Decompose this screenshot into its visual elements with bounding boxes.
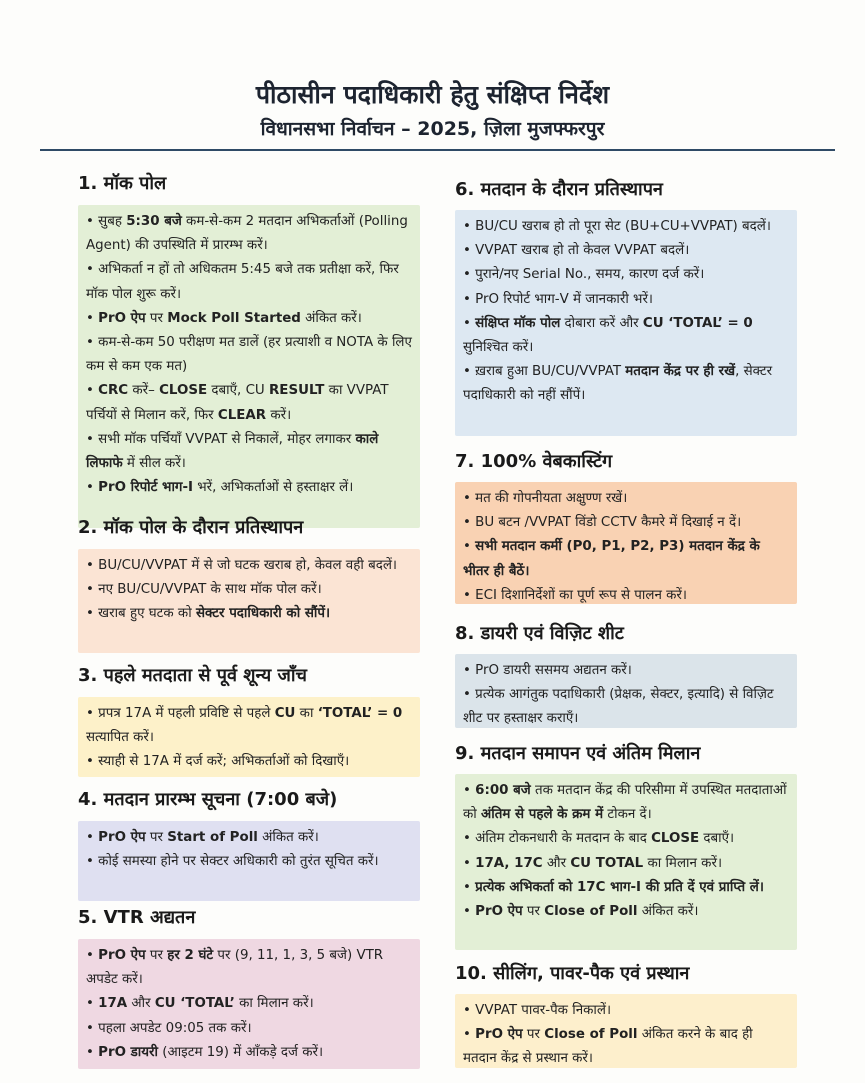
instruction-item: • BU/CU खराब हो तो पूरा सेट (BU+CU+VVPAT) बदलें। [463,219,771,234]
instruction-item: • PrO ऐप पर Close of Poll अंकित करें। [463,904,699,920]
page-title: पीठासीन पदाधिकारी हेतु संक्षिप्त निर्देश [255,80,610,109]
section-poll-close [455,742,797,950]
instruction-item: • सभी मॉक पर्चियाँ VVPAT से निकालें, मोहर लगाकर काले लिफाफे में सील करें। [86,431,379,472]
instruction-item: • PrO ऐप पर Start of Poll अंकित करें। [86,830,319,845]
section-box [455,994,797,1068]
section-box [78,821,420,901]
section-box [78,697,420,777]
section-title: 7. 100% वेबकास्टिंग [455,451,613,472]
section-sealing [455,962,797,1068]
instruction-item: • 6:00 बजे तक मतदान केंद्र की परिसीमा में उपस्थित मतदाताओं को अंतिम से पहले के क्रम में टोकन दें। [463,783,787,823]
instruction-item: • 17A और CU ‘TOTAL’ का मिलान करें। [86,996,314,1012]
section-title: 3. पहले मतदाता से पूर्व शून्य जाँच [78,665,307,686]
instruction-item: • PrO डायरी ससमय अद्यतन करें। [463,663,632,678]
instruction-item: • PrO ऐप पर Close of Poll अंकित करने के बाद ही मतदान केंद्र से प्रस्थान करें। [463,1027,753,1067]
instruction-item: • BU बटन /VVPAT विंडो CCTV कैमरे में दिखाई न दें। [463,515,742,531]
instruction-item: • सभी मतदान कर्मी (P0, P1, P2, P3) मतदान केंद्र के भीतर ही बैठें। [463,539,760,579]
section-box [455,482,797,604]
instruction-item: • स्याही से 17A में दर्ज करें; अभिकर्ताओं को दिखाएँ। [86,754,350,770]
section-title: 9. मतदान समापन एवं अंतिम मिलान [455,743,701,764]
section-title: 10. सीलिंग, पावर-पैक एवं प्रस्थान [455,963,690,984]
section-poll-replacement [455,178,797,436]
section-title: 6. मतदान के दौरान प्रतिस्थापन [455,179,663,200]
instruction-item: • PrO ऐप पर Mock Poll Started अंकित करें। [86,310,362,326]
section-mock-replacement [78,516,420,653]
section-box [455,210,797,436]
instruction-item: • PrO डायरी (आइटम 19) में आँकड़े दर्ज करें। [86,1044,324,1060]
instruction-item: • CRC करें– CLOSE दबाएँ, CU RESULT का VVPAT पर्चियों से मिलान करें, फिर CLEAR करें। [86,383,389,423]
section-mock-poll [78,172,420,528]
instruction-item: • प्रपत्र 17A में पहली प्रविष्टि से पहले CU का ‘TOTAL’ = 0 सत्यापित करें। [86,706,403,746]
section-poll-start [78,788,420,901]
header-divider [40,149,835,151]
instruction-item: • अभिकर्ता न हों तो अधिकतम 5:45 बजे तक प्रतीक्षा करें, फिर मॉक पोल शुरू करें। [86,262,399,302]
section-box [455,654,797,728]
instruction-item: • खराब हुए घटक को सेक्टर पदाधिकारी को सौंपें। [86,606,331,622]
section-title: 8. डायरी एवं विज़िट शीट [455,623,624,644]
instruction-item: • संक्षिप्त मॉक पोल दोबारा करें और CU ‘TOTAL’ = 0 सुनिश्चित करें। [463,315,753,356]
instruction-item: • कोई समस्या होने पर सेक्टर अधिकारी को तुरंत सूचित करें। [86,854,379,870]
section-title: 2. मॉक पोल के दौरान प्रतिस्थापन [78,517,304,538]
instruction-item: • BU/CU/VVPAT में से जो घटक खराब हो, केवल वही बदलें। [86,558,397,573]
instruction-item: • ECI दिशानिर्देशों का पूर्ण रूप से पालन करें। [463,587,687,603]
instruction-item: • VVPAT पावर-पैक निकालें। [463,1003,612,1018]
instruction-item: • PrO रिपोर्ट भाग-V में जानकारी भरें। [463,291,654,307]
instruction-item: • मत की गोपनीयता अक्षुण्ण रखें। [463,491,628,506]
section-vtr-update [78,906,420,1069]
section-box [455,774,797,950]
section-title: 1. मॉक पोल [78,173,167,194]
instruction-item: • सुबह 5:30 बजे कम-से-कम 2 मतदान अभिकर्ताओं (Polling Agent) की उपस्थिति में प्रारम्भ करें। [86,214,408,254]
instruction-item: • PrO ऐप पर हर 2 घंटे पर (9, 11, 1, 3, 5 बजे) VTR अपडेट करें। [86,948,384,988]
instruction-item: • 17A, 17C और CU TOTAL का मिलान करें। [463,855,723,871]
instruction-item: • VVPAT खराब हो तो केवल VVPAT बदलें। [463,243,690,259]
section-webcasting [455,450,797,604]
section-title: 5. VTR अद्यतन [78,907,196,928]
instruction-item: • ख़राब हुआ BU/CU/VVPAT मतदान केंद्र पर ही रखें, सेक्टर पदाधिकारी को नहीं सौंपें। [463,364,773,404]
document-header [0,78,865,142]
section-box [78,549,420,653]
section-box [78,205,420,528]
instruction-item: • प्रत्येक अभिकर्ता को 17C भाग-I की प्रति दें एवं प्राप्ति लें। [463,879,764,895]
instruction-item: • पहला अपडेट 09:05 तक करें। [86,1020,252,1036]
instruction-item: • पुराने/नए Serial No., समय, कारण दर्ज करें। [463,267,705,283]
page-subtitle: विधानसभा निर्वाचन – 2025, ज़िला मुजफ्फरपुर [260,118,605,140]
instruction-item: • प्रत्येक आगंतुक पदाधिकारी (प्रेक्षक, सेक्टर, इत्यादि) से विज़िट शीट पर हस्ताक्षर कराएँ। [463,687,774,727]
section-diary [455,622,797,728]
section-zero-check [78,664,420,777]
section-box [78,939,420,1069]
instruction-item: • नए BU/CU/VVPAT के साथ मॉक पोल करें। [86,582,322,598]
instruction-item: • कम-से-कम 50 परीक्षण मत डालें (हर प्रत्याशी व NOTA के लिए कम से कम एक मत) [86,335,412,375]
instruction-item: • PrO रिपोर्ट भाग-I भरें, अभिकर्ताओं से हस्ताक्षर लें। [86,480,354,496]
section-title: 4. मतदान प्रारम्भ सूचना (7:00 बजे) [78,789,338,810]
instruction-item: • अंतिम टोकनधारी के मतदान के बाद CLOSE दबाएँ। [463,831,735,847]
